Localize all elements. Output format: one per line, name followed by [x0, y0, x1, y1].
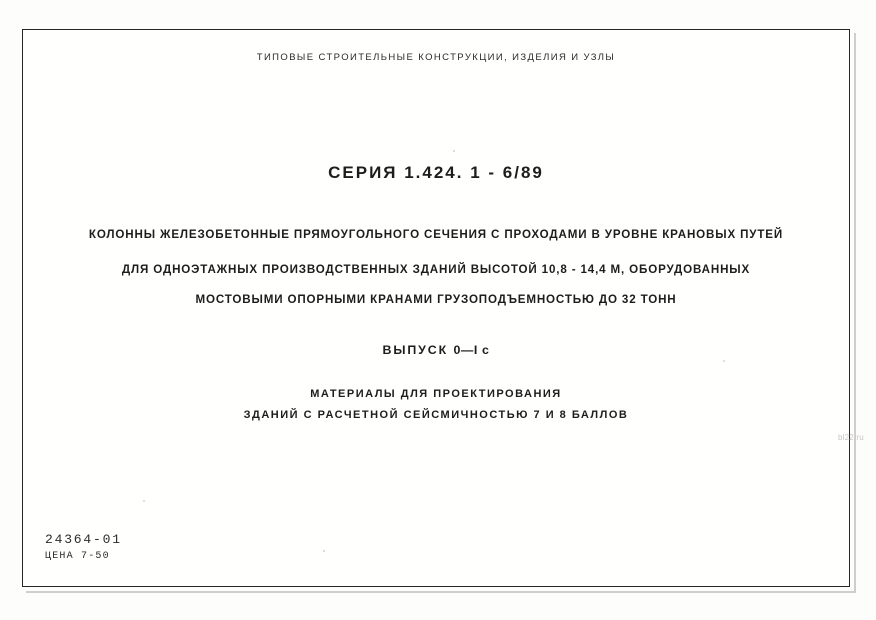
page-content: [23, 30, 849, 586]
description-line-1: КОЛОННЫ ЖЕЛЕЗОБЕТОННЫЕ ПРЯМОУГОЛЬНОГО СЕЧЕНИЯ С ПРОХОДАМИ В УРОВНЕ КРАНОВЫХ ПУТЕЙ: [88, 228, 784, 241]
description-line-2: ДЛЯ ОДНОЭТАЖНЫХ ПРОИЗВОДСТВЕННЫХ ЗДАНИЙ ВЫСОТОЙ 10,8 - 14,4 М, ОБОРУДОВАННЫХ: [121, 263, 751, 276]
scan-speck: [723, 360, 725, 362]
watermark-text: bl22.ru: [838, 433, 864, 442]
subtitle-line-1: МАТЕРИАЛЫ ДЛЯ ПРОЕКТИРОВАНИЯ: [310, 388, 562, 400]
scan-speck: [323, 550, 325, 552]
drawing-frame: [22, 29, 850, 587]
description-line-3: МОСТОВЫМИ ОПОРНЫМИ КРАНАМИ ГРУЗОПОДЪЕМНОСТЬЮ ДО 32 ТОНН: [195, 293, 677, 306]
price-row: [45, 550, 122, 565]
price-label: ЦЕНА: [45, 550, 74, 562]
issue-label: ВЫПУСК: [382, 343, 449, 357]
price-value: 7-50: [81, 550, 110, 562]
issue-block: [23, 343, 849, 357]
code-block: [45, 531, 122, 564]
document-code: 24364-01: [45, 531, 122, 547]
page-title: СЕРИЯ 1.424. 1 - 6/89: [328, 163, 544, 182]
issue-number: 0—I с: [453, 343, 490, 357]
subtitle-line-2: ЗДАНИЙ С РАСЧЕТНОЙ СЕЙСМИЧНОСТЬЮ 7 И 8 БАЛЛОВ: [243, 409, 629, 421]
scan-speck: [453, 150, 455, 152]
scan-speck: [143, 500, 145, 502]
header-line: ТИПОВЫЕ СТРОИТЕЛЬНЫЕ КОНСТРУКЦИИ, ИЗДЕЛИЯ И УЗЛЫ: [256, 52, 616, 63]
